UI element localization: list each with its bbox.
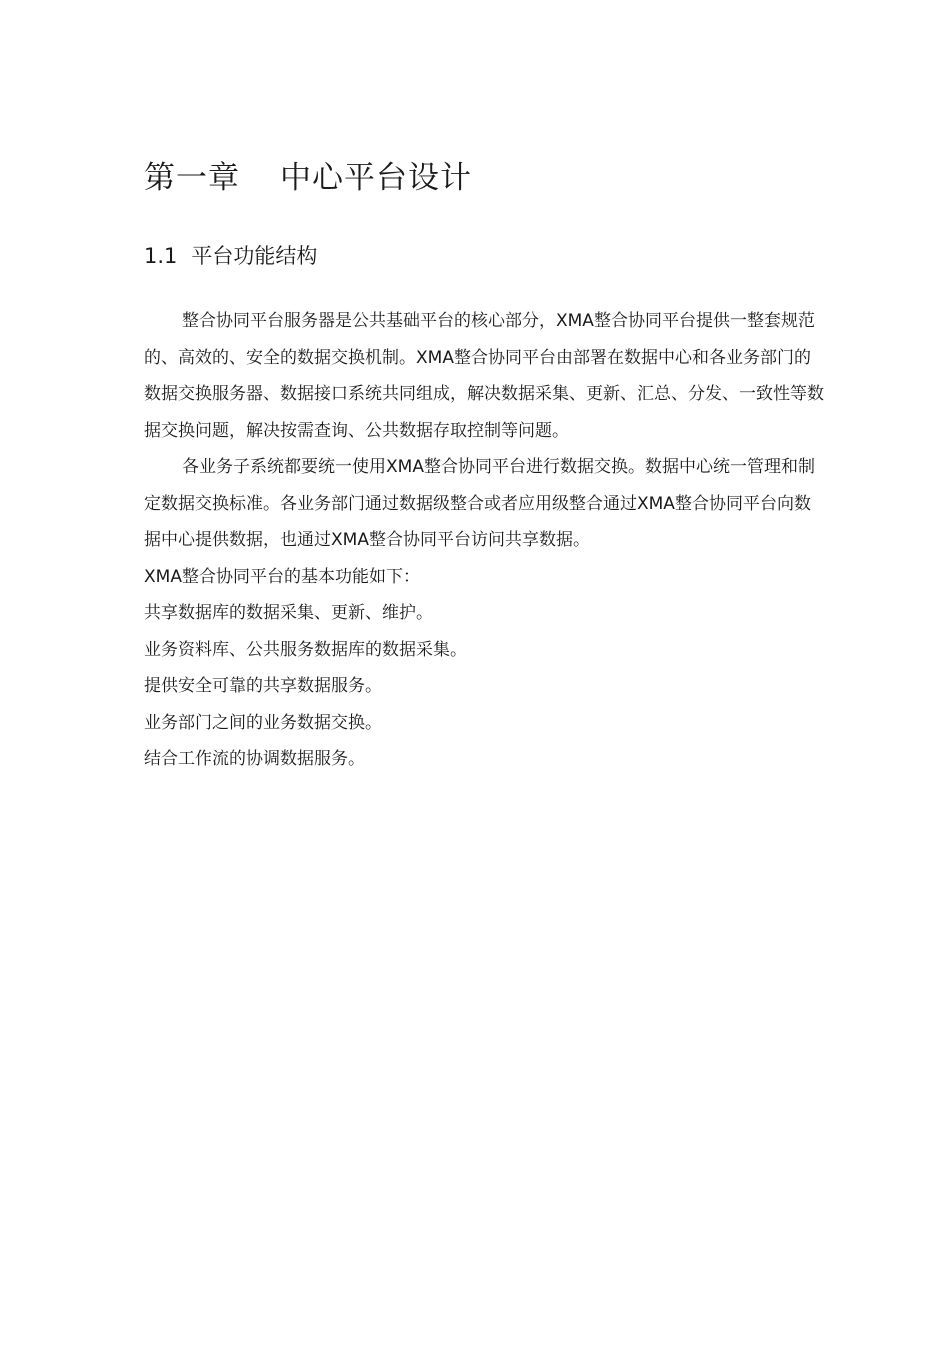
functions-intro: XMA整合协同平台的基本功能如下： [144,566,420,587]
function-item: 结合工作流的协调数据服务。 [144,749,365,769]
function-item: 业务部门之间的业务数据交换。 [144,712,382,733]
chapter-title: 中心平台设计 [280,160,472,196]
section-title: 平台功能结构 [191,244,318,268]
body-text [144,303,824,778]
function-item: 业务资料库、公共服务数据库的数据采集。 [144,639,467,660]
function-item: 共享数据库的数据采集、更新、维护。 [144,603,433,623]
section-heading [144,238,317,274]
paragraph-2: 各业务子系统都要统一使用XMA整合协同平台进行数据交换。数据中心统一管理和制定数据交换标准。各业务部门通过数据级整合或者应用级整合通过XMA整合协同平台向数据中心提供数据，也通过XMA整合协同平台访问共享数据。 [144,457,815,550]
paragraph-1: 整合协同平台服务器是公共基础平台的核心部分，XMA整合协同平台提供一整套规范的、高效的、安全的数据交换机制。XMA整合协同平台由部署在数据中心和各业务部门的数据交换服务器、数据接口系统共同组成，解决数据采集、更新、汇总、分发、一致性等数据交换问题，解决按需查询、公共数据存取控制等问题。 [144,311,824,441]
section-number: 1.1 [144,244,178,268]
chapter-heading [144,152,472,204]
function-item: 提供安全可靠的共享数据服务。 [144,676,382,696]
chapter-number: 第一章 [144,160,240,196]
